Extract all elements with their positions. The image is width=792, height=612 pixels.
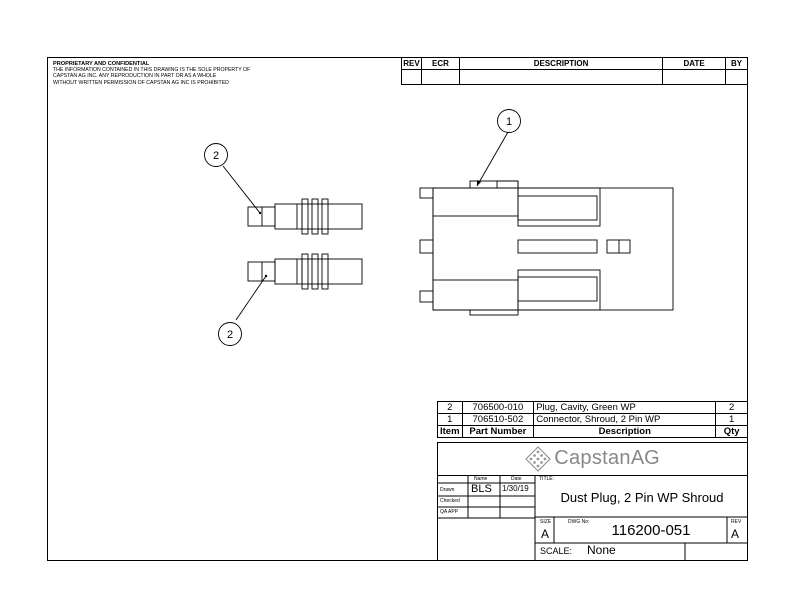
bill-of-materials (437, 401, 748, 438)
checked-label: Checked (440, 498, 460, 504)
qa-approval-label: QA APP (440, 509, 459, 515)
bom-qty: 2 (716, 402, 748, 414)
description-col-header: DESCRIPTION (459, 58, 662, 70)
drawn-date: 1/30/19 (502, 484, 529, 493)
bom-row (438, 402, 748, 414)
leader-dot-2b (265, 275, 267, 277)
bom-item-header: Item (438, 426, 463, 438)
connector-shroud (420, 181, 673, 315)
balloon-2b-label: 2 (226, 329, 234, 341)
scale-label: SCALE: (540, 546, 573, 556)
capstan-diamond-icon (525, 446, 551, 472)
balloon-2b-leader (236, 276, 266, 320)
bom-part-number: 706500-010 (462, 402, 534, 414)
drawn-by-name: BLS (471, 483, 492, 495)
dust-plug-upper (248, 199, 362, 234)
sheet-size: A (541, 527, 550, 541)
date-label: Date (511, 476, 522, 482)
scale-value: None (587, 543, 616, 557)
rev-label: REV (731, 519, 742, 525)
proprietary-heading: PROPRIETARY AND CONFIDENTIAL (53, 61, 150, 67)
size-label: SIZE (540, 519, 552, 525)
rev-col-header: REV (403, 59, 420, 68)
drawing-title: Dust Plug, 2 Pin WP Shroud (560, 490, 724, 505)
name-label: Name (474, 476, 488, 482)
bom-part-header: Part Number (462, 426, 534, 438)
drawing-number: 116200-051 (611, 522, 691, 539)
bom-item: 2 (438, 402, 463, 414)
balloon-2a-leader (223, 166, 260, 213)
title-label: TITLE: (539, 476, 555, 482)
bom-description: Plug, Cavity, Green WP (534, 402, 716, 414)
dwg-no-label: DWG No: (568, 519, 590, 525)
date-col-header: DATE (663, 58, 726, 70)
bom-qty-header: Qty (716, 426, 748, 438)
proprietary-line-1: THE INFORMATION CONTAINED IN THIS DRAWING IS THE SOLE PROPERTY OF (53, 67, 251, 74)
logo-text-ag: AG (630, 447, 660, 469)
leader-dot-2a (259, 212, 261, 214)
balloon-1-label: 1 (505, 116, 513, 128)
revision: A (731, 527, 740, 541)
bom-desc-header: Description (534, 426, 716, 438)
bom-part-number: 706510-502 (462, 414, 534, 426)
company-logo (437, 442, 748, 476)
drawn-label: Drawn (440, 487, 455, 493)
bom-item: 1 (438, 414, 463, 426)
balloon-1-leader (477, 132, 508, 186)
bom-qty: 1 (716, 414, 748, 426)
bom-description: Connector, Shroud, 2 Pin WP (534, 414, 716, 426)
bom-row (438, 414, 748, 426)
dust-plug-lower (248, 254, 362, 289)
proprietary-line-2: CAPSTAN AG INC. ANY REPRODUCTION IN PART OR AS A WHOLE (53, 73, 217, 80)
by-col-header: BY (726, 58, 748, 70)
balloon-2a-label: 2 (212, 150, 220, 162)
ecr-col-header: ECR (421, 58, 459, 70)
proprietary-line-3: WITHOUT WRITTEN PERMISSION OF CAPSTAN AG INC IS PROHIBITED (53, 79, 229, 86)
logo-text-capstan: Capstan (554, 447, 631, 469)
bom-header-row (438, 426, 748, 438)
